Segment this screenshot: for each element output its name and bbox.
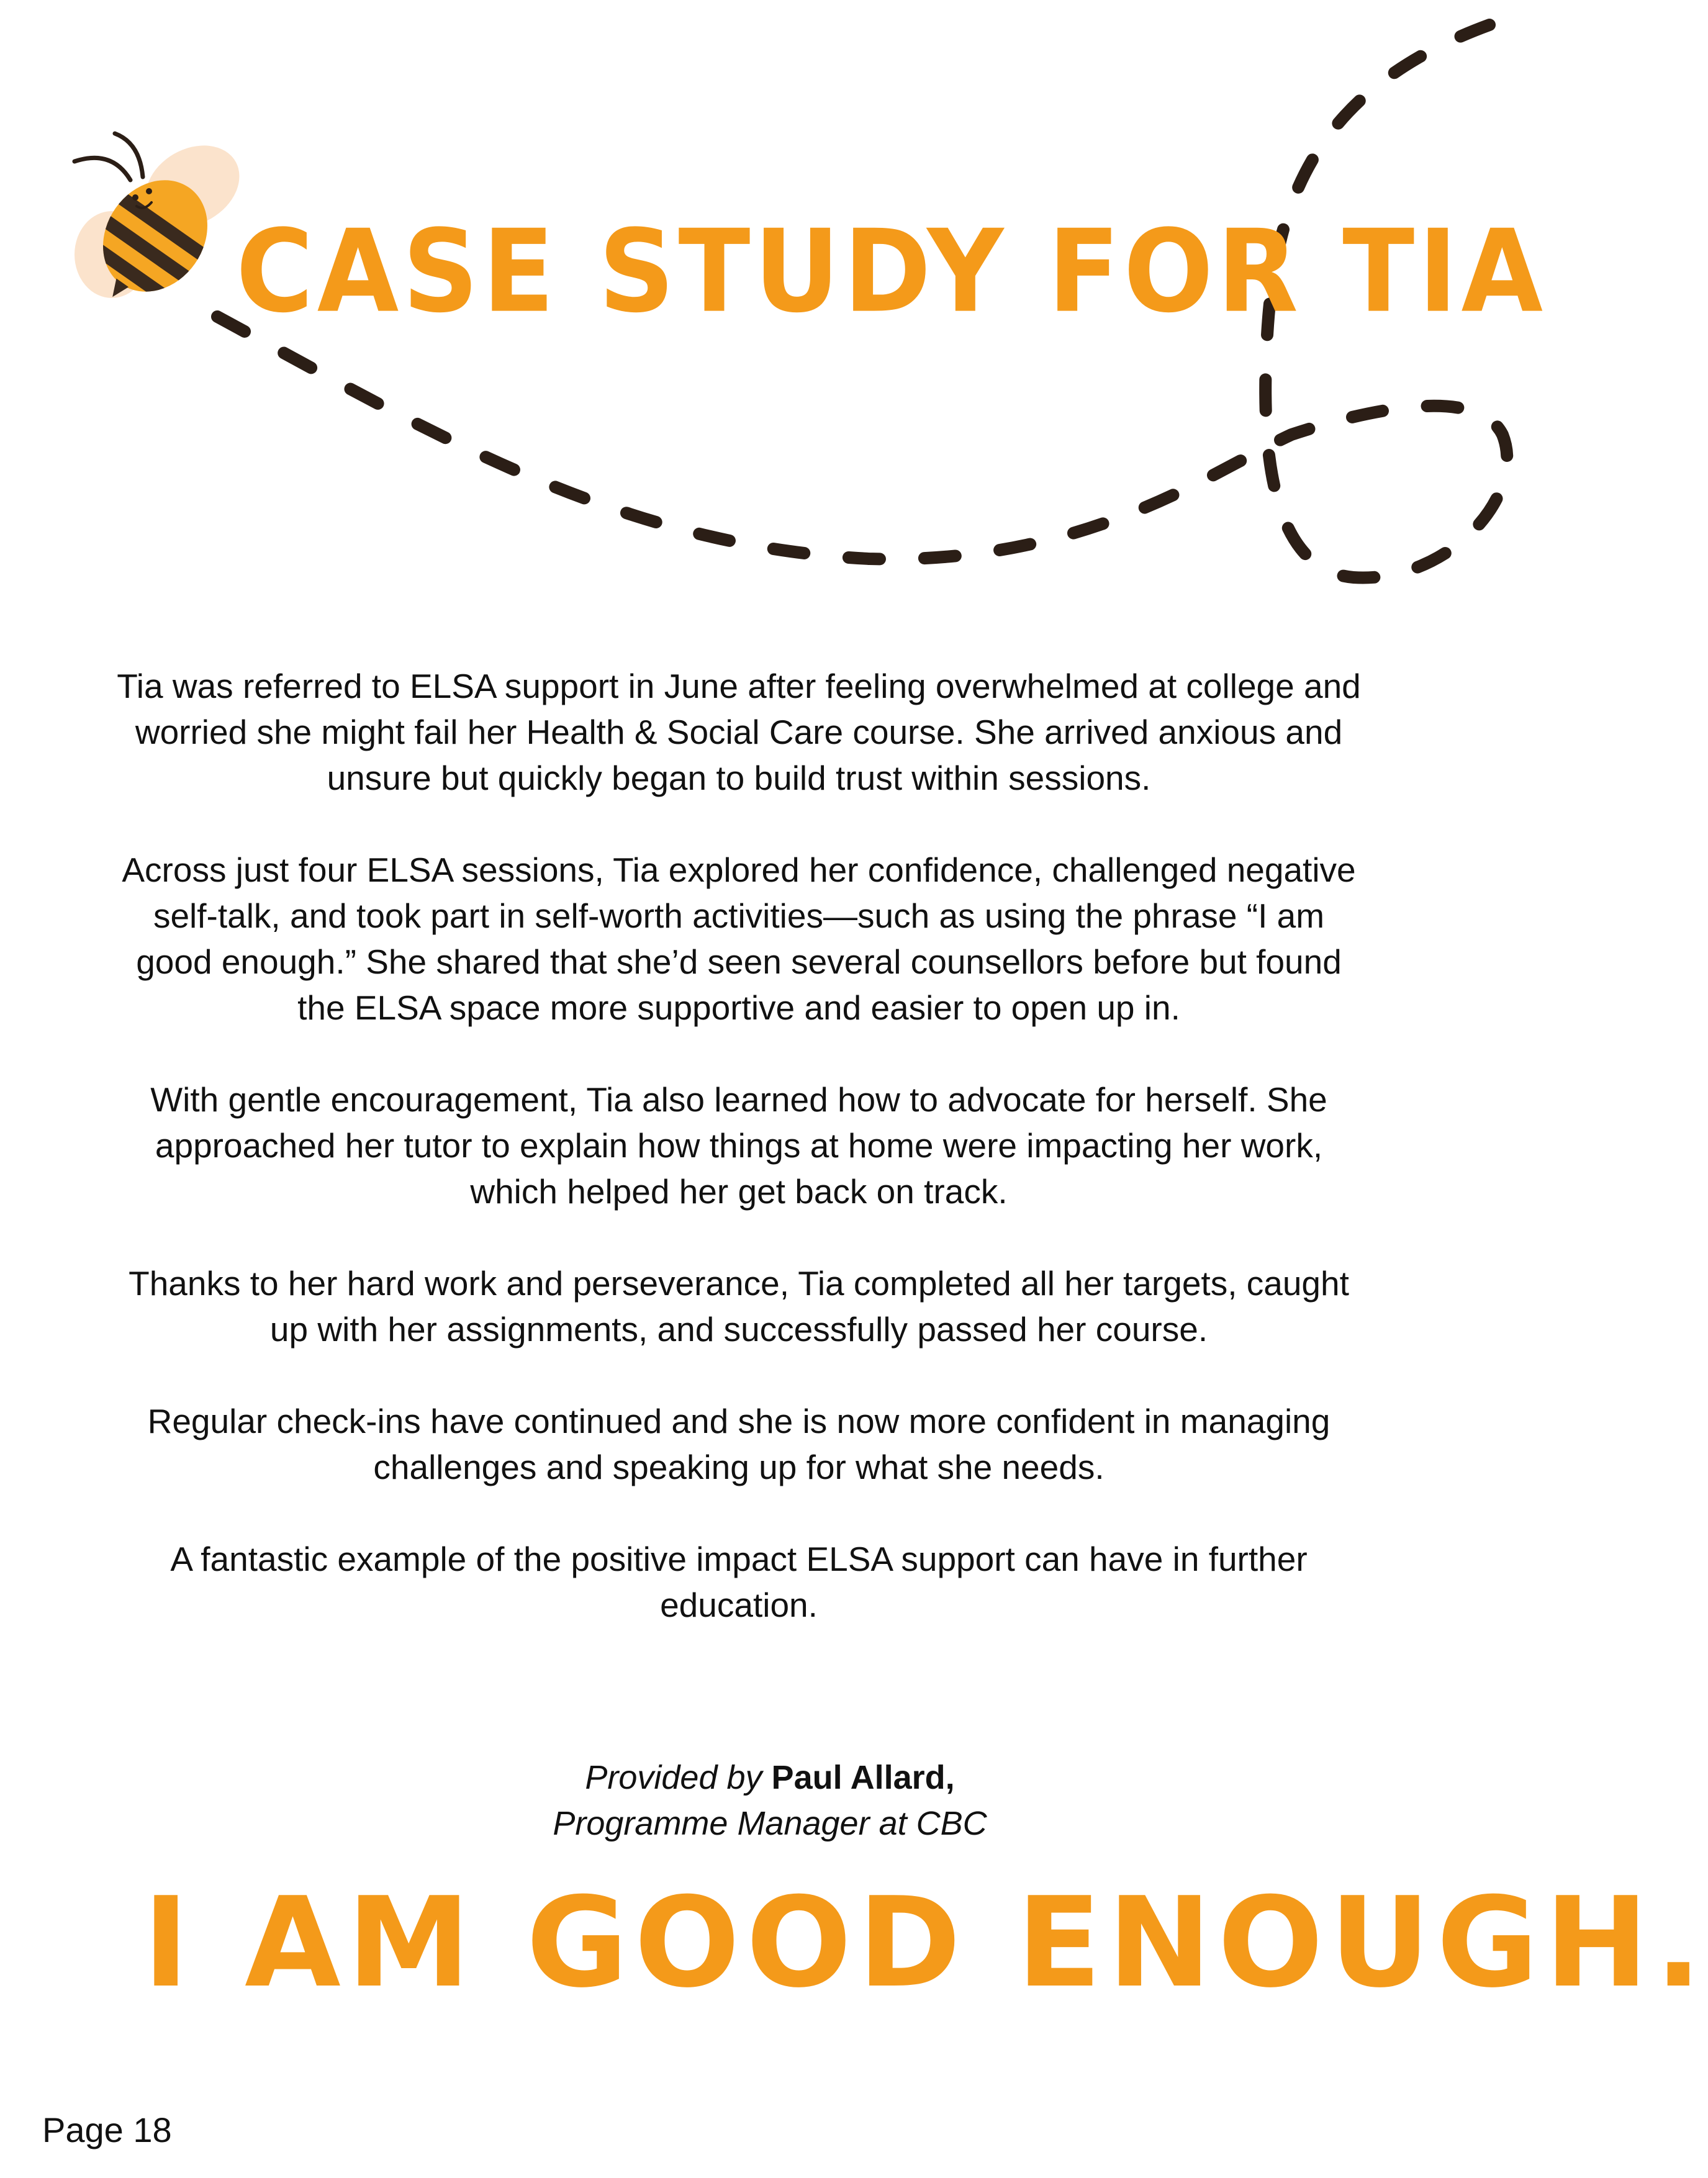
credit-prefix: Provided by [585, 1759, 772, 1796]
paragraph: Tia was referred to ELSA support in June after feeling overwhelmed at college and worried she might fail her Health & Social Care course. She arrived anxious and unsure but quickly began to build trust within sessions. [117, 667, 1361, 797]
slogan-heading: I AM GOOD ENOUGH. [143, 1871, 1708, 2015]
bee-icon [62, 124, 261, 323]
paragraph: With gentle encouragement, Tia also learned how to advocate for herself. She approached her tutor to explain how things at home were impacting her work, which helped her get back on track. [150, 1080, 1327, 1211]
author-credit [335, 1755, 1204, 1846]
page-number: Page 18 [42, 2110, 172, 2149]
credit-name: Paul Allard, [771, 1759, 955, 1796]
paragraph: Across just four ELSA sessions, Tia explored her confidence, challenged negative self-talk, and took part in self-worth activities—such as using the phrase “I am good enough.” She shared that she’d seen several counsellors before but found the ELSA space more supportive and easier to open up in. [122, 851, 1356, 1027]
paragraph: Thanks to her hard work and perseverance, Tia completed all her targets, caught up with her assignments, and successfully passed her course. [129, 1264, 1349, 1349]
credit-role: Programme Manager at CBC [553, 1805, 987, 1842]
paragraph: Regular check-ins have continued and she is now more confident in managing challenges and speaking up for what she needs. [147, 1402, 1331, 1486]
page-title: CASE STUDY FOR TIA [236, 206, 1547, 338]
case-study-body [112, 663, 1366, 1674]
paragraph: A fantastic example of the positive impact ELSA support can have in further education. [170, 1540, 1308, 1624]
